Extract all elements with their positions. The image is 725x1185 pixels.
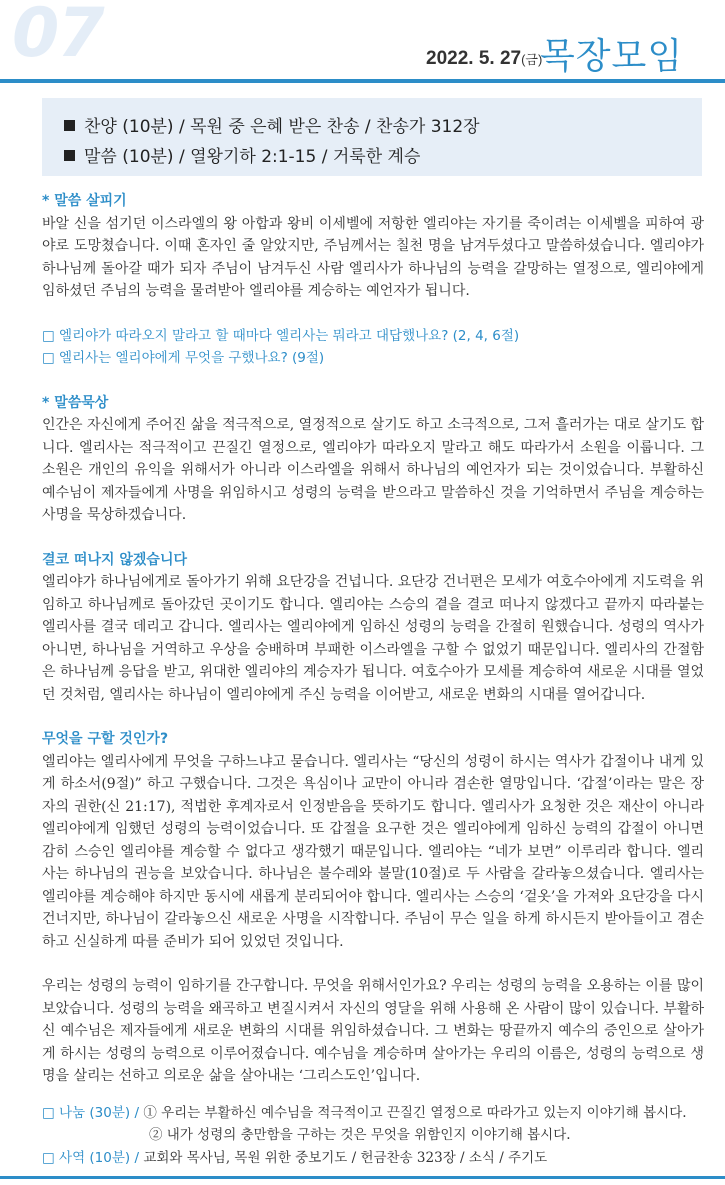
word-text: 말씀 (10분) / 열왕기하 2:1-15 / 거룩한 계승 (84, 147, 421, 167)
section-heading-meditation: * 말씀묵상 (42, 394, 109, 411)
meeting-date (426, 48, 542, 70)
word-line (64, 142, 420, 167)
summary-box (42, 98, 702, 176)
sharing-label: □ 나눔 (30분) / (42, 1104, 140, 1121)
section-heading-look: * 말씀 살피기 (42, 193, 127, 209)
sharing-line-1 (42, 1102, 704, 1125)
mission-line (42, 1147, 704, 1170)
section-body-never-leave: 엘리야가 하나님에게로 돌아가기 위해 요단강을 건넙니다. 요단강 건너편은 모세가 여호수아에게 지도력을 위임하고 하나님께로 돌아갔던 곳이기도 합니다. 엘리야는 스승의 곁을 결코 떠나지 않겠다고 끝까지 따라붙는 엘리사를 결국 데리고 갑니다. 엘리사는 엘리야에게 임하신 성령의 능력을 간절히 원했습니다. 성령의 역사가 아니면, 하나님을 거역하고 우상을 숭배하며 부패한 이스라엘을 구할 수 없었기 때문입니다. 엘리사의 간절함은 하나님께 응답을 받고, 위대한 엘리야의 계승자가 됩니다. 여호수아가 모세를 계승하여 새로운 시대를 열었던 것처럼, 엘리사는 하나님이 엘리야에게 주신 능력을 이어받고, 새로운 변화의 시대를 열어갑니다. (42, 574, 704, 703)
date-text: 2022. 5. 27 (426, 48, 522, 69)
square-bullet-icon (64, 150, 75, 161)
page-title: 목장모임 (540, 36, 684, 77)
sharing-line-2 (42, 1124, 704, 1147)
section-heading-never-leave: 결코 떠나지 않겠습니다 (42, 551, 187, 568)
question-2: □ 엘리사는 엘리야에게 무엇을 구했나요? (9절) (42, 350, 325, 366)
mission-label: □ 사역 (10분) / (42, 1149, 140, 1166)
section-body-meditation: 인간은 자신에게 주어진 삶을 적극적으로, 열정적으로 살기도 하고 소극적으로, 그저 흘러가는 대로 살기도 합니다. 엘리사는 적극적이고 끈질긴 열정으로, 엘리야가 따라오지 말라고 해도 따라가서 소원을 이룹니다. 그 소원은 개인의 유익을 위해서가 아니라 이스라엘을 위해서 하나님의 예언자가 되는 것이었습니다. 부활하신 예수님이 제자들에게 사명을 위임하시고 성령의 능력을 받으라고 말씀하신 것을 기억하면서 주님을 계승하는 사명을 묵상하겠습니다. (42, 417, 704, 523)
header-rule (0, 79, 725, 83)
sharing-item-1: ① 우리는 부활하신 예수님을 적극적이고 끈질긴 열정으로 따라가고 있는지 이야기해 봅시다. (143, 1104, 687, 1121)
sharing-item-2: ② 내가 성령의 충만함을 구하는 것은 무엇을 위함인지 이야기해 봅시다. (149, 1127, 571, 1143)
praise-line (64, 112, 480, 137)
square-bullet-icon (64, 120, 75, 131)
praise-text: 찬양 (10분) / 목원 중 은혜 받은 찬송 / 찬송가 312장 (84, 117, 480, 137)
footer-rule (0, 1176, 725, 1179)
closing-paragraph: 우리는 성령의 능력이 임하기를 간구합니다. 무엇을 위해서인가요? 우리는 성령의 능력을 오용하는 이를 많이 보았습니다. 성령의 능력을 왜곡하고 변질시켜서 자신의 영달을 위해 사용해 온 사람이 많이 있습니다. 부활하신 예수님은 제자들에게 새로운 변화의 시대를 위임하셨습니다. 그 변화는 땅끝까지 예수의 증인으로 살아가게 하시는 성령의 능력으로 이루어졌습니다. 예수님을 계승하며 살아가는 우리의 이름은, 성령의 능력으로 생명을 살리는 선하고 의로운 삶을 살아내는 ‘그리스도인’입니다. (42, 978, 704, 1084)
section-body-what-to-ask: 엘리야는 엘리사에게 무엇을 구하느냐고 묻습니다. 엘리사는 “당신의 성령이 하시는 역사가 갑절이나 내게 있게 하소서(9절)” 하고 구했습니다. 그것은 욕심이나 교만이 아니라 겸손한 열망입니다. ‘갑절’이라는 말은 장자의 권한(신 21:17), 적법한 후계자로서 인정받음을 뜻하기도 합니다. 엘리사가 요청한 것은 재산이 아니라 엘리야에게 임했던 성령의 능력이었습니다. 또 갑절을 요구한 것은 엘리야에게 임하신 능력의 갑절이 아니면 감히 스승인 엘리야를 계승할 수 없다고 생각했기 때문입니다. 엘리야는 “네가 보면” 이루리라 합니다. 엘리사는 하나님의 권능을 보았습니다. 하나님은 불수레와 불말(10절)로 두 사람을 갈라놓으셨습니다. 엘리사는 엘리야를 계승해야 하지만 동시에 새롭게 분리되어야 합니다. 엘리사는 스승의 ‘겉옷’을 가져와 요단강을 다시 건너지만, 하나님이 갈라놓으신 새로운 사명을 시작합니다. 주님이 무슨 일을 하게 하시든지 받아들이고 겸손하고 신실하게 따를 준비가 되어 있었던 것입니다. (42, 753, 704, 950)
mission-text: 교회와 목사님, 목원 위한 중보기도 / 헌금찬송 323장 / 소식 / 주기도 (143, 1149, 548, 1166)
main-content (42, 190, 704, 1169)
page-number: 07 (12, 0, 103, 73)
section-body-look: 바알 신을 섬기던 이스라엘의 왕 아합과 왕비 이세벨에 저항한 엘리야는 자기를 죽이려는 이세벨을 피하여 광야로 도망쳤습니다. 이때 혼자인 줄 알았지만, 주님께서는 칠천 명을 남겨두셨다고 말씀하셨습니다. 엘리야가 하나님께 돌아갈 때가 되자 주님이 남겨두신 사람 엘리사가 하나님의 능력을 갈망하는 열정으로, 엘리야에게 임하셨던 주님의 능력을 물려받아 엘리야를 계승하는 예언자가 됩니다. (42, 215, 704, 299)
question-1: □ 엘리야가 따라오지 말라고 할 때마다 엘리사는 뭐라고 대답했나요? (2, 4, 6절) (42, 327, 520, 344)
weekday: (금) (521, 52, 543, 67)
section-heading-what-to-ask: 무엇을 구할 것인가? (42, 731, 169, 747)
